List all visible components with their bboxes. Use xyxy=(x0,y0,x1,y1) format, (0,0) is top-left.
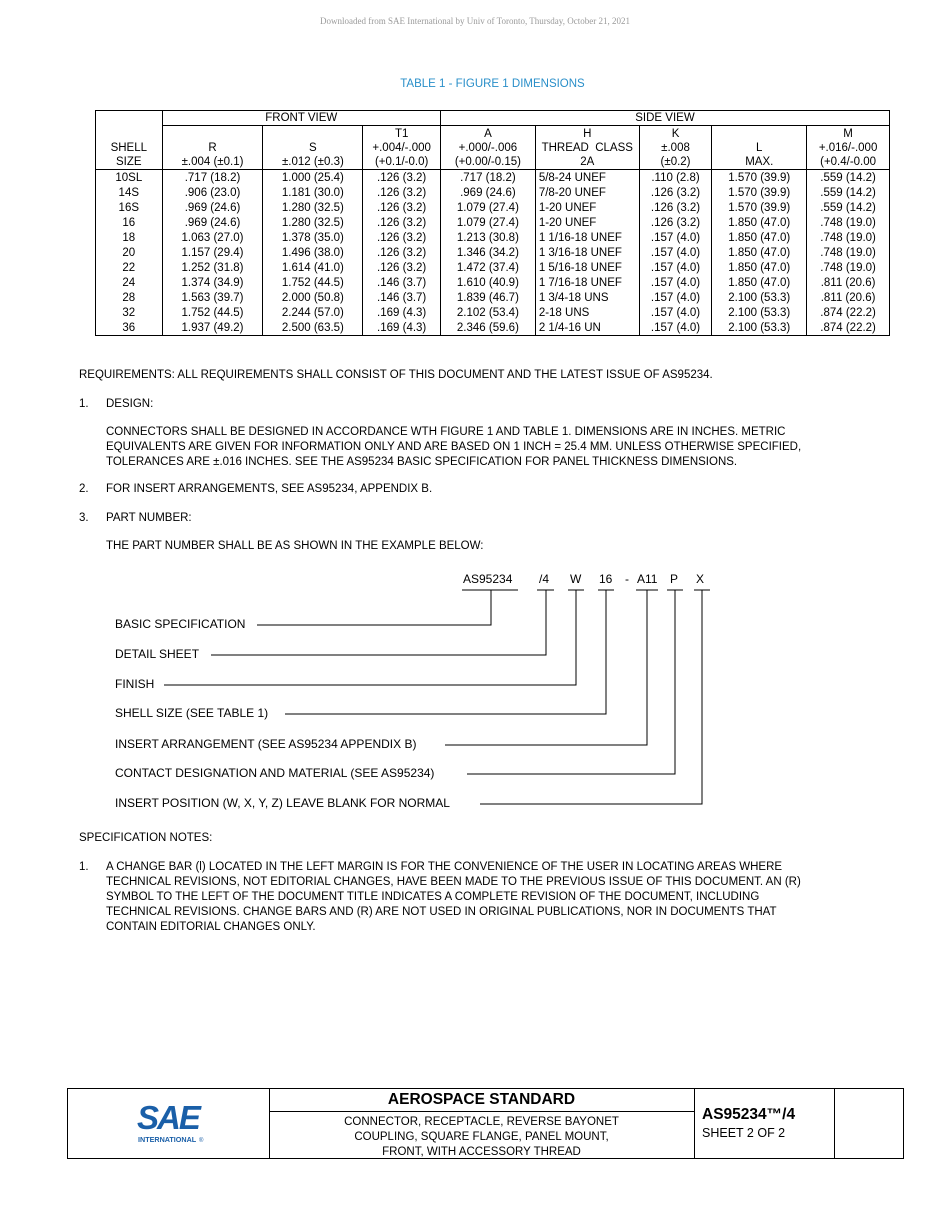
table-cell: 1 5/16-18 UNEF xyxy=(535,260,639,275)
table-cell: 1.496 (38.0) xyxy=(263,245,363,260)
table-cell: .126 (3.2) xyxy=(363,215,441,230)
table-cell: .874 (22.2) xyxy=(807,320,890,336)
table-cell: 32 xyxy=(96,305,163,320)
table-cell: 14S xyxy=(96,185,163,200)
table-cell: .126 (3.2) xyxy=(363,185,441,200)
table-cell: 2.346 (59.6) xyxy=(440,320,535,336)
table-cell: .146 (3.7) xyxy=(363,290,441,305)
download-banner: Downloaded from SAE International by Univ of Toronto, Thursday, October 21, 2021 xyxy=(320,16,630,26)
table-cell: .126 (3.2) xyxy=(639,185,712,200)
document-type: AEROSPACE STANDARD xyxy=(269,1089,694,1112)
table-cell: .559 (14.2) xyxy=(807,200,890,215)
table-cell: 1.850 (47.0) xyxy=(712,215,807,230)
design-number: 1. xyxy=(79,398,89,410)
part-number-heading: PART NUMBER: xyxy=(106,512,192,524)
table-cell: 16S xyxy=(96,200,163,215)
table-cell: .748 (19.0) xyxy=(807,230,890,245)
table-cell: 2.100 (53.3) xyxy=(712,305,807,320)
table-cell: 1.000 (25.4) xyxy=(263,170,363,186)
table-cell: .874 (22.2) xyxy=(807,305,890,320)
table-cell: .748 (19.0) xyxy=(807,215,890,230)
table-cell: .811 (20.6) xyxy=(807,275,890,290)
design-heading: DESIGN: xyxy=(106,398,154,410)
table-cell: 1-20 UNEF xyxy=(535,215,639,230)
table-cell: .157 (4.0) xyxy=(639,275,712,290)
table-cell: 1.346 (34.2) xyxy=(440,245,535,260)
table-cell: 1.374 (34.9) xyxy=(162,275,263,290)
header-m: M +.016/-.000 (+0.4/-0.00 xyxy=(807,126,890,170)
table-cell: 5/8-24 UNEF xyxy=(535,170,639,186)
table-cell: 1 7/16-18 UNEF xyxy=(535,275,639,290)
table-cell: .169 (4.3) xyxy=(363,320,441,336)
table-title: TABLE 1 - FIGURE 1 DIMENSIONS xyxy=(400,78,585,90)
table-cell: 1.752 (44.5) xyxy=(162,305,263,320)
table-cell: 36 xyxy=(96,320,163,336)
table-cell: 2.100 (53.3) xyxy=(712,290,807,305)
table-cell: .110 (2.8) xyxy=(639,170,712,186)
table-cell: .559 (14.2) xyxy=(807,170,890,186)
table-cell: 1.157 (29.4) xyxy=(162,245,263,260)
table-cell: 1.181 (30.0) xyxy=(263,185,363,200)
table-cell: .126 (3.2) xyxy=(639,215,712,230)
table-cell: .969 (24.6) xyxy=(440,185,535,200)
pn-label-basic-spec: BASIC SPECIFICATION xyxy=(115,617,246,631)
table-cell: .559 (14.2) xyxy=(807,185,890,200)
header-a: A +.000/-.006 (+0.00/-0.15) xyxy=(440,126,535,170)
pn-label-insert-arrangement: INSERT ARRANGEMENT (SEE AS95234 APPENDIX B) xyxy=(115,737,417,751)
table-cell: 24 xyxy=(96,275,163,290)
pn-token-insert: A11 xyxy=(637,572,658,586)
pn-token-shell: 16 xyxy=(599,572,613,586)
table-cell: 2.500 (63.5) xyxy=(263,320,363,336)
table-cell: 1.614 (41.0) xyxy=(263,260,363,275)
requirements-text: REQUIREMENTS: ALL REQUIREMENTS SHALL CONSIST OF THIS DOCUMENT AND THE LATEST ISSUE OF AS95234. xyxy=(79,369,713,381)
header-l: L MAX. xyxy=(712,126,807,170)
table-cell: 1.850 (47.0) xyxy=(712,245,807,260)
table-cell: .157 (4.0) xyxy=(639,230,712,245)
header-side-view: SIDE VIEW xyxy=(440,111,889,126)
table-cell: 1.472 (37.4) xyxy=(440,260,535,275)
table-cell: 1.850 (47.0) xyxy=(712,230,807,245)
table-cell: .748 (19.0) xyxy=(807,260,890,275)
table-cell: 1.280 (32.5) xyxy=(263,215,363,230)
table-cell: .126 (3.2) xyxy=(363,230,441,245)
table-cell: .126 (3.2) xyxy=(363,260,441,275)
pn-token-contact: P xyxy=(670,572,679,586)
table-cell: 2-18 UNS xyxy=(535,305,639,320)
pn-label-contact-designation: CONTACT DESIGNATION AND MATERIAL (SEE AS95234) xyxy=(115,766,435,780)
table-cell: 1 3/16-18 UNEF xyxy=(535,245,639,260)
table-cell: 1.280 (32.5) xyxy=(263,200,363,215)
table-cell: 1.570 (39.9) xyxy=(712,170,807,186)
table-cell: 1.850 (47.0) xyxy=(712,260,807,275)
table-cell: .157 (4.0) xyxy=(639,245,712,260)
table-cell: .157 (4.0) xyxy=(639,305,712,320)
table-cell: 1 1/16-18 UNEF xyxy=(535,230,639,245)
table-cell: .717 (18.2) xyxy=(440,170,535,186)
table-cell: 2.102 (53.4) xyxy=(440,305,535,320)
header-front-view: FRONT VIEW xyxy=(162,111,440,126)
table-cell: .157 (4.0) xyxy=(639,260,712,275)
pn-token-dash: - xyxy=(625,572,629,586)
table-cell: 1.063 (27.0) xyxy=(162,230,263,245)
spec-note-number: 1. xyxy=(79,861,89,873)
spec-notes-heading: SPECIFICATION NOTES: xyxy=(79,832,213,844)
insert-number: 2. xyxy=(79,483,89,495)
table-cell: 2.000 (50.8) xyxy=(263,290,363,305)
header-shell-size: SHELL SIZE xyxy=(96,126,163,170)
sae-logo-subtext: INTERNATIONAL xyxy=(138,1135,197,1144)
pn-token-spec: AS95234 xyxy=(463,572,513,586)
pn-token-position: X xyxy=(696,572,705,586)
table-cell: .969 (24.6) xyxy=(162,200,263,215)
header-s: S ±.012 (±0.3) xyxy=(263,126,363,170)
insert-text: FOR INSERT ARRANGEMENTS, SEE AS95234, APPENDIX B. xyxy=(106,483,433,495)
table-cell: 1.610 (40.9) xyxy=(440,275,535,290)
table-cell: 1.079 (27.4) xyxy=(440,200,535,215)
table-cell: 1.570 (39.9) xyxy=(712,200,807,215)
table-cell: 18 xyxy=(96,230,163,245)
sae-logo-registered: ® xyxy=(199,1138,204,1144)
table-cell: .146 (3.7) xyxy=(363,275,441,290)
pn-label-detail-sheet: DETAIL SHEET xyxy=(115,647,200,661)
table-cell: 1 3/4-18 UNS xyxy=(535,290,639,305)
document-number: AS95234™/4 xyxy=(702,1106,796,1123)
design-paragraph: CONNECTORS SHALL BE DESIGNED IN ACCORDANCE WTH FIGURE 1 AND TABLE 1. DIMENSIONS ARE IN INCHES. METRIC EQUIVALENTS ARE GIVEN FOR INFORMATION ONLY AND ARE BASED ON 1 INCH = 25.4 MM. UNLESS OTHERWISE SPECIFIED, TOLERANCES ARE ±.016 INCHES. SEE THE AS95234 BASIC SPECIFICATION FOR PANEL THICKNESS DIMENSIONS. xyxy=(106,426,802,468)
pn-label-finish: FINISH xyxy=(115,677,155,691)
table-cell: 1.378 (35.0) xyxy=(263,230,363,245)
table-cell: 20 xyxy=(96,245,163,260)
table-cell: .969 (24.6) xyxy=(162,215,263,230)
table-cell: 2.244 (57.0) xyxy=(263,305,363,320)
table-cell: 28 xyxy=(96,290,163,305)
table-cell: .169 (4.3) xyxy=(363,305,441,320)
table-cell: .157 (4.0) xyxy=(639,290,712,305)
table-cell: .906 (23.0) xyxy=(162,185,263,200)
spec-note-paragraph: A CHANGE BAR (l) LOCATED IN THE LEFT MARGIN IS FOR THE CONVENIENCE OF THE USER IN LOCATING AREAS WHERE TECHNICAL REVISIONS, NOT EDITORIAL CHANGES, HAVE BEEN MADE TO THE PREVIOUS ISSUE OF THIS DOCUMENT. AN (R) SYMBOL TO THE LEFT OF THE DOCUMENT TITLE INDICATES A COMPLETE REVISION OF THE DOCUMENT, INCLUDING TECHNICAL REVISIONS. CHANGE BARS AND (R) ARE NOT USED IN ORIGINAL PUBLICATIONS, NOR IN DOCUMENTS THAT CONTAIN EDITORIAL CHANGES ONLY. xyxy=(106,861,801,933)
sheet-number: SHEET 2 OF 2 xyxy=(702,1126,786,1140)
table-cell: 1.213 (30.8) xyxy=(440,230,535,245)
table-cell: 1.752 (44.5) xyxy=(263,275,363,290)
table-cell: .126 (3.2) xyxy=(363,245,441,260)
header-h: H THREAD CLASS 2A xyxy=(535,126,639,170)
document-number-cell xyxy=(694,1089,835,1158)
table-cell: .717 (18.2) xyxy=(162,170,263,186)
header-r: R ±.004 (±0.1) xyxy=(162,126,263,170)
title-cell xyxy=(269,1089,695,1158)
table-cell: .126 (3.2) xyxy=(639,200,712,215)
table-cell: .126 (3.2) xyxy=(363,170,441,186)
sae-logo-wordmark: SAE xyxy=(137,1099,199,1136)
title-block xyxy=(67,1088,904,1159)
table-cell: 16 xyxy=(96,215,163,230)
table-cell: 1.079 (27.4) xyxy=(440,215,535,230)
pn-label-shell-size: SHELL SIZE (SEE TABLE 1) xyxy=(115,706,269,720)
table-cell: 7/8-20 UNEF xyxy=(535,185,639,200)
table-cell: 10SL xyxy=(96,170,163,186)
table-cell: 1.937 (49.2) xyxy=(162,320,263,336)
table-cell: .811 (20.6) xyxy=(807,290,890,305)
table-cell: .748 (19.0) xyxy=(807,245,890,260)
table-cell: 22 xyxy=(96,260,163,275)
part-number-text: THE PART NUMBER SHALL BE AS SHOWN IN THE EXAMPLE BELOW: xyxy=(106,540,484,552)
table-cell: 1.570 (39.9) xyxy=(712,185,807,200)
table-cell: 1-20 UNEF xyxy=(535,200,639,215)
table-cell: .126 (3.2) xyxy=(363,200,441,215)
part-number-number: 3. xyxy=(79,512,89,524)
table-cell: 2 1/4-16 UN xyxy=(535,320,639,336)
sae-logo-cell xyxy=(68,1089,270,1158)
table-cell: 1.850 (47.0) xyxy=(712,275,807,290)
pn-token-finish: W xyxy=(570,572,582,586)
header-k: K ±.008 (±0.2) xyxy=(639,126,712,170)
header-t1: T1 +.004/-.000 (+0.1/-0.0) xyxy=(363,126,441,170)
table-cell: 1.252 (31.8) xyxy=(162,260,263,275)
pn-label-insert-position: INSERT POSITION (W, X, Y, Z) LEAVE BLANK FOR NORMAL xyxy=(115,796,450,810)
table-cell: 1.839 (46.7) xyxy=(440,290,535,305)
sae-logo xyxy=(136,1099,206,1147)
table-cell: 1.563 (39.7) xyxy=(162,290,263,305)
pn-token-sheet: /4 xyxy=(539,572,550,586)
table-cell: .157 (4.0) xyxy=(639,320,712,336)
table-cell: 2.100 (53.3) xyxy=(712,320,807,336)
document-description: CONNECTOR, RECEPTACLE, REVERSE BAYONET COUPLING, SQUARE FLANGE, PANEL MOUNT, FRONT, WITH ACCESSORY THREAD xyxy=(344,1116,619,1158)
